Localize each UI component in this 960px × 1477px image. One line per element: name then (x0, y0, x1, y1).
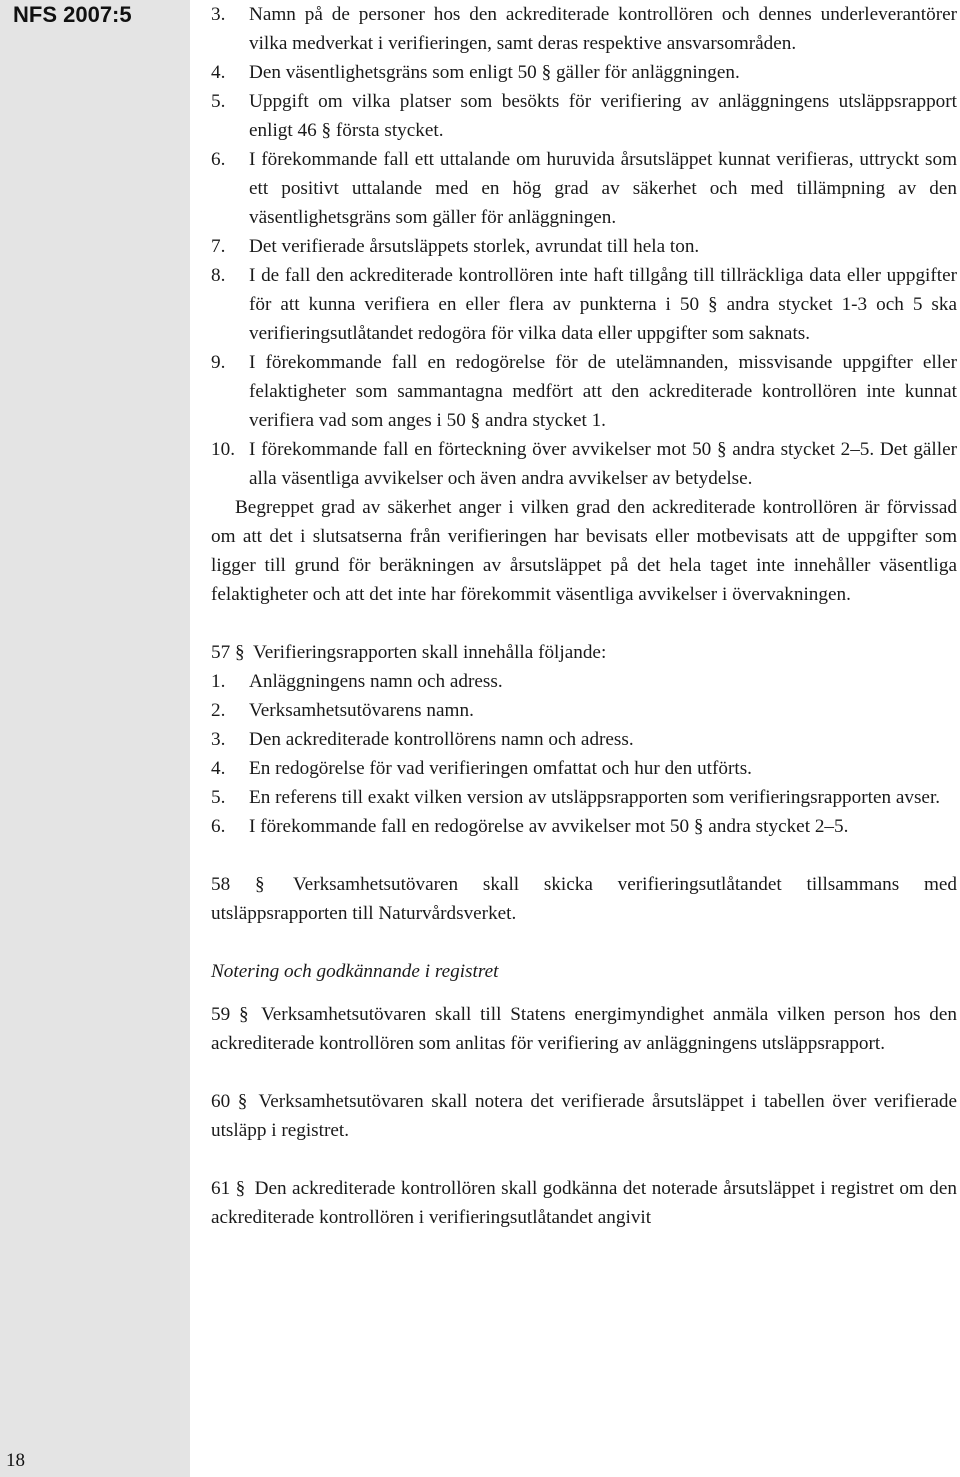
section-57: 57 § Verifieringsrapporten skall innehålla följande: 1. Anläggningens namn och adress. 2. Verksamhetsutövarens namn. 3. Den ackrediterade kontrollörens namn och adress. 4. En redogörelse för vad verifieringen omfattat och hur den utförts. 5. En referens till exakt vilken version av utsläppsrapporten som verifieringsrapporten avser. 6. I förekommande fall en redogörelse av avvikelser mot 50 § andra stycket 2–5. (211, 638, 957, 841)
section-number: 59 § (211, 1004, 249, 1025)
section-number: 57 § (211, 642, 245, 663)
subheading: Notering och godkännande i registret (211, 961, 499, 982)
list-item: 5. En referens till exakt vilken version av utsläppsrapporten som verifieringsrapporten avser. (211, 787, 941, 808)
list-item: 9. I förekommande fall en redogörelse för de utelämnanden, missvisande uppgifter eller felaktigheter som sammantagna medfört att den ackrediterade kontrollören inte kunnat verifiera vad som anges i 50 § andra stycket 1. (211, 352, 957, 431)
document-code: NFS 2007:5 (13, 2, 132, 27)
list-item: 2. Verksamhetsutövarens namn. (211, 700, 474, 721)
document-body (211, 0, 957, 1232)
paragraph-grad-av-sakerhet: Begreppet grad av säkerhet anger i vilken grad den ackrediterade kontrollören är förvissad om att det i slutsatserna från verifieringen har bevisats eller motbevisats att de uppgifter som ligger till grund för beräkningen av årsutsläppet på det hela taget inte innehåller väsentliga felaktigheter och att det inte har förekommit väsentliga avvikelser i övervakningen. (211, 497, 957, 605)
list-item: 6. I förekommande fall ett uttalande om huruvida årsutsläppet kunnat verifieras, uttryckt som ett positivt uttalande med en hög grad av säkerhet och med tillämpning av den väsentlighetsgräns som gäller för anläggningen. (211, 149, 957, 228)
list-item: 7. Det verifierade årsutsläppets storlek, avrundat till hela ton. (211, 236, 700, 257)
list-item: 5. Uppgift om vilka platser som besökts för verifiering av anläggningens utsläppsrapport enligt 46 § första stycket. (211, 91, 957, 141)
section-number: 60 § (211, 1091, 248, 1112)
numbered-list-continued (211, 0, 957, 493)
section-number: 61 § (211, 1178, 246, 1199)
list-item: 10. I förekommande fall en förteckning över avvikelser mot 50 § andra stycket 2–5. Det gäller alla väsentliga avvikelser och även andra avvikelser av betydelse. (211, 439, 957, 489)
section-59: 59 § Verksamhetsutövaren skall till Statens energimyndighet anmäla vilken person hos den ackrediterade kontrollören som anlitas för verifiering av anläggningens utsläppsrapport. (211, 1004, 958, 1054)
list-item: 3. Namn på de personer hos den ackrediterade kontrollören och dennes underleverantörer vilka medverkat i verifieringen, samt deras respektive ansvarsområden. (211, 4, 957, 54)
section-61: 61 § Den ackrediterade kontrollören skall godkänna det noterade årsutsläppet i registret om den ackrediterade kontrollören i verifieringsutlåtandet angivit (211, 1178, 957, 1228)
page-number: 18 (6, 1450, 25, 1471)
list-item: 6. I förekommande fall en redogörelse av avvikelser mot 50 § andra stycket 2–5. (211, 816, 849, 837)
margin-sidebar (0, 0, 190, 1477)
section-60: 60 § Verksamhetsutövaren skall notera det verifierade årsutsläppet i tabellen över verifierade utsläpp i registret. (211, 1091, 958, 1141)
section-number: 58 § (211, 874, 265, 895)
list-item: 4. Den väsentlighetsgräns som enligt 50 § gäller för anläggningen. (211, 62, 740, 83)
list-item: 4. En redogörelse för vad verifieringen omfattat och hur den utförts. (211, 758, 752, 779)
list-item: 8. I de fall den ackrediterade kontrollören inte haft tillgång till tillräckliga data eller uppgifter för att kunna verifiera en eller flera av punkterna i 50 § andra stycket 1-3 och 5 ska verifieringsutlåtandet redogöra för vilka data eller uppgifter som saknats. (211, 265, 957, 344)
section-58: 58 § Verksamhetsutövaren skall skicka verifieringsutlåtandet tillsammans med utsläppsrapporten till Naturvårdsverket. (211, 874, 958, 924)
list-item: 3. Den ackrediterade kontrollörens namn och adress. (211, 729, 634, 750)
list-item: 1. Anläggningens namn och adress. (211, 671, 503, 692)
